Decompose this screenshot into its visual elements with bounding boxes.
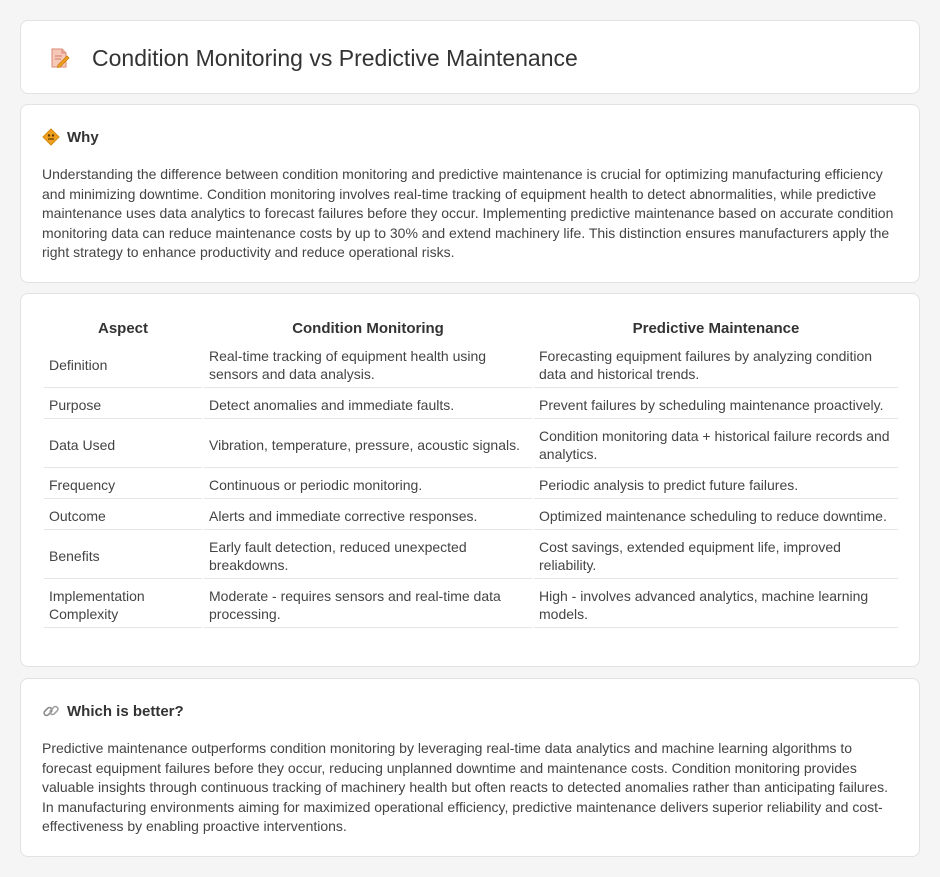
aspect-cell: Definition xyxy=(44,341,202,388)
aspect-cell: Benefits xyxy=(44,532,202,579)
diamond-sign-icon xyxy=(42,128,60,146)
why-heading-label: Why xyxy=(67,128,99,146)
predictive-maintenance-cell: High - involves advanced analytics, machine learning models. xyxy=(534,581,898,628)
predictive-maintenance-cell: Periodic analysis to predict future failures. xyxy=(534,470,898,499)
condition-monitoring-cell: Early fault detection, reduced unexpected breakdowns. xyxy=(204,532,532,579)
better-text: Predictive maintenance outperforms condition monitoring by leveraging real-time data analytics and machine learning algorithms to forecast equipment failures before they occur, reducing unplanned downtime and maintenance costs. Condition monitoring provides valuable insights through continuous tracking of machinery health but often reacts to detected anomalies rather than anticipating failures. In manufacturing environments aiming for maximized operational efficiency, predictive maintenance delivers superior reliability and cost-effectiveness by enabling proactive interventions. xyxy=(42,740,888,835)
aspect-cell: Outcome xyxy=(44,501,202,530)
table-row xyxy=(44,581,898,628)
predictive-maintenance-cell: Condition monitoring data + historical failure records and analytics. xyxy=(534,421,898,468)
page-title: Condition Monitoring vs Predictive Maintenance xyxy=(92,45,578,71)
predictive-maintenance-cell: Optimized maintenance scheduling to reduce downtime. xyxy=(534,501,898,530)
why-text: Understanding the difference between condition monitoring and predictive maintenance is crucial for optimizing manufacturing efficiency and minimizing downtime. Condition monitoring involves real-time tracking of equipment health to detect abnormalities, while predictive maintenance uses data analytics to forecast failures before they occur. Implementing predictive maintenance based on accurate condition monitoring data can reduce maintenance costs by up to 30% and extend machinery life. This distinction ensures manufacturers apply the right strategy to enhance productivity and reduce operational risks. xyxy=(42,166,894,261)
header-predictive-maintenance: Predictive Maintenance xyxy=(632,320,800,337)
condition-monitoring-cell: Detect anomalies and immediate faults. xyxy=(204,390,532,419)
table-row xyxy=(44,341,898,388)
comparison-table xyxy=(42,314,900,630)
aspect-cell: Frequency xyxy=(44,470,202,499)
table-row xyxy=(44,470,898,499)
aspect-cell: Implementation Complexity xyxy=(44,581,202,628)
aspect-cell: Purpose xyxy=(44,390,202,419)
why-section xyxy=(20,104,920,283)
table-header-row xyxy=(44,316,898,339)
condition-monitoring-cell: Real-time tracking of equipment health using sensors and data analysis. xyxy=(204,341,532,388)
document-pencil-icon xyxy=(48,47,70,69)
table-row xyxy=(44,501,898,530)
predictive-maintenance-cell: Cost savings, extended equipment life, improved reliability. xyxy=(534,532,898,579)
aspect-cell: Data Used xyxy=(44,421,202,468)
table-row xyxy=(44,390,898,419)
link-icon xyxy=(42,702,60,720)
comparison-section xyxy=(20,293,920,667)
better-heading xyxy=(42,701,184,721)
header-aspect: Aspect xyxy=(97,320,149,337)
header-condition-monitoring: Condition Monitoring xyxy=(292,320,444,337)
table-row xyxy=(44,421,898,468)
condition-monitoring-cell: Moderate - requires sensors and real-time data processing. xyxy=(204,581,532,628)
why-heading xyxy=(42,127,99,147)
which-is-better-section xyxy=(20,678,920,857)
title-card xyxy=(20,20,920,94)
condition-monitoring-cell: Vibration, temperature, pressure, acoustic signals. xyxy=(204,421,532,468)
condition-monitoring-cell: Continuous or periodic monitoring. xyxy=(204,470,532,499)
condition-monitoring-cell: Alerts and immediate corrective responses. xyxy=(204,501,532,530)
predictive-maintenance-cell: Prevent failures by scheduling maintenance proactively. xyxy=(534,390,898,419)
table-row xyxy=(44,532,898,579)
better-heading-label: Which is better? xyxy=(67,702,184,720)
predictive-maintenance-cell: Forecasting equipment failures by analyzing condition data and historical trends. xyxy=(534,341,898,388)
